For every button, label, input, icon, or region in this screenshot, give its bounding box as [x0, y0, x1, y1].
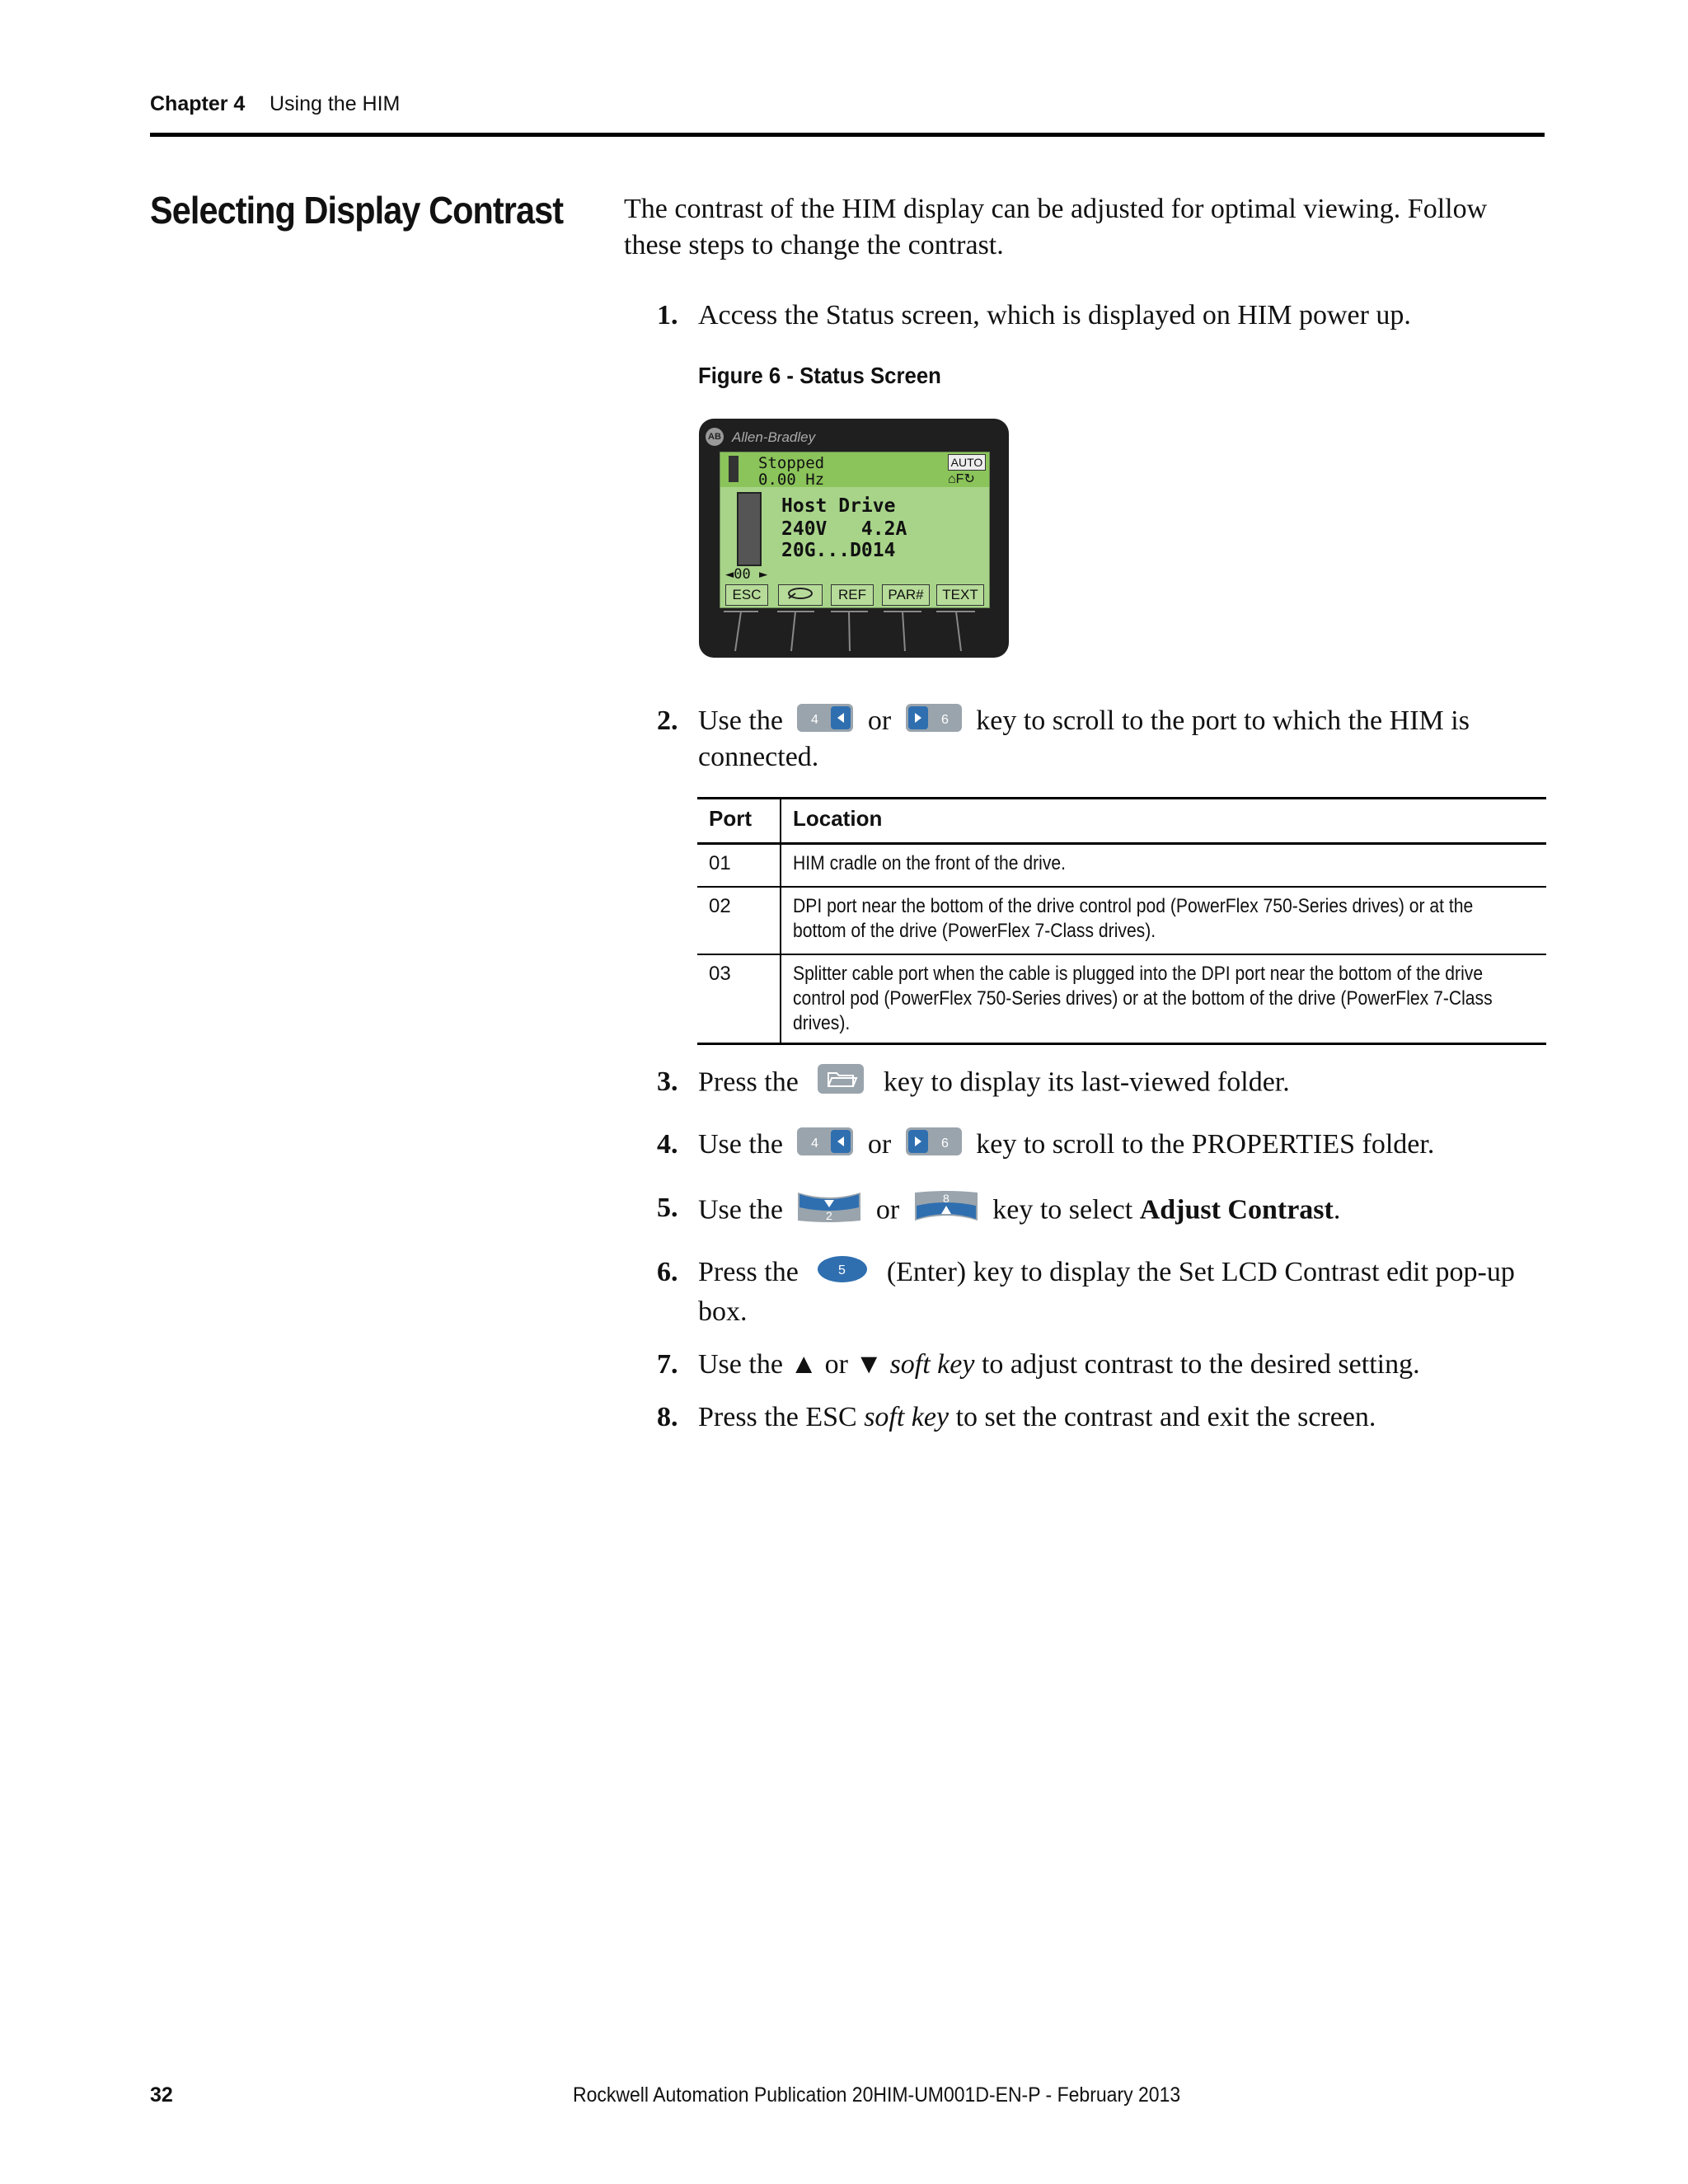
- step-text: Use the 4 or 6 key to scroll to the PROPERTIES folder.: [698, 1126, 1547, 1167]
- running-header: [150, 92, 401, 116]
- step-number: 5.: [657, 1193, 678, 1223]
- column-header-port: Port: [697, 799, 781, 844]
- step-number: 3.: [657, 1066, 678, 1097]
- location-cell: HIM cradle on the front of the drive.: [781, 844, 1546, 887]
- drive-frequency: 0.00 Hz: [758, 471, 825, 489]
- svg-text:6: 6: [940, 712, 949, 727]
- step-number: 8.: [657, 1402, 678, 1432]
- softkey-par[interactable]: PAR#: [882, 584, 930, 606]
- auto-badge: AUTO: [948, 454, 986, 471]
- softkey-esc[interactable]: ESC: [725, 584, 768, 606]
- section-label: Using the HIM: [270, 92, 401, 115]
- svg-text:5: 5: [838, 1263, 846, 1277]
- right-arrow-key-icon: [905, 703, 963, 743]
- svg-text:8: 8: [942, 1192, 950, 1205]
- port-readout: ◄00 ►: [725, 566, 768, 583]
- up-arrow-key-icon: [913, 1189, 979, 1235]
- direction-label: F: [955, 472, 964, 486]
- step-number: 4.: [657, 1129, 678, 1160]
- step-text: Press the ESC soft key to set the contrast and exit the screen.: [698, 1402, 1376, 1432]
- down-triangle-icon: ▼: [855, 1349, 884, 1380]
- enter-key-icon: [817, 1255, 868, 1294]
- table-row: [697, 887, 1546, 954]
- lcd-display: [720, 452, 990, 608]
- brand-label: Allen-Bradley: [732, 429, 816, 445]
- port-cell: 02: [697, 887, 781, 954]
- step-number: 2.: [657, 705, 678, 736]
- table-header-row: [697, 799, 1546, 844]
- table-row: [697, 954, 1546, 1044]
- step-text-cont: connected.: [698, 742, 819, 772]
- port-location-table: [697, 797, 1546, 1045]
- lcd-line-1: Host Drive: [781, 495, 896, 517]
- port-cell: 01: [697, 844, 781, 887]
- lcd-line-3: 20G...D014: [781, 540, 896, 561]
- up-triangle-icon: ▲: [790, 1349, 818, 1380]
- svg-text:4: 4: [811, 1136, 819, 1151]
- link-icon: [784, 585, 817, 602]
- softkey-ref[interactable]: REF: [831, 584, 874, 606]
- softkey-folder[interactable]: [778, 584, 823, 606]
- location-cell: DPI port near the bottom of the drive control pod (PowerFlex 750-Series drives) or at the bottom of the drive (PowerFlex 7-Class drives).: [781, 887, 1546, 954]
- step-number: 7.: [657, 1349, 678, 1380]
- left-arrow-key-icon: [796, 1127, 854, 1167]
- header-rule: [150, 133, 1545, 137]
- svg-text:6: 6: [940, 1136, 949, 1151]
- figure-caption: Figure 6 - Status Screen: [698, 363, 941, 388]
- chapter-label: Chapter 4: [150, 92, 246, 115]
- him-status-screen-figure: [699, 419, 1009, 658]
- down-arrow-key-icon: [796, 1189, 862, 1235]
- svg-text:4: 4: [811, 712, 819, 727]
- step-text: Use the ▲ or ▼ soft key to adjust contrast to the desired setting.: [698, 1349, 1420, 1380]
- softkey-leader-lines: [715, 610, 996, 656]
- step-text: Access the Status screen, which is displayed on HIM power up.: [698, 300, 1411, 330]
- drive-icon: [737, 492, 762, 566]
- section-title: Selecting Display Contrast: [150, 189, 564, 232]
- step-number: 1.: [657, 300, 678, 330]
- column-header-location: Location: [781, 799, 1546, 844]
- port-cell: 03: [697, 954, 781, 1044]
- drive-status: Stopped: [758, 454, 825, 472]
- table-row: [697, 844, 1546, 887]
- drive-small-icon: [729, 456, 738, 482]
- svg-text:2: 2: [826, 1209, 833, 1222]
- softkey-bar: [720, 584, 989, 606]
- softkey-text[interactable]: TEXT: [936, 584, 984, 606]
- step-text: Press the key to display its last-viewed folder.: [698, 1063, 1547, 1105]
- left-arrow-key-icon: [796, 703, 854, 743]
- lcd-line-2: 240V 4.2A: [781, 518, 907, 540]
- step-number: 6.: [657, 1257, 678, 1287]
- intro-paragraph: The contrast of the HIM display can be adjusted for optimal viewing. Follow these steps to change the contrast.: [624, 194, 1488, 260]
- folder-key-icon: [817, 1063, 865, 1105]
- direction-indicator: ⌂F↻: [948, 472, 975, 486]
- publication-info: Rockwell Automation Publication 20HIM-UM001D-EN-P - February 2013: [573, 2083, 1181, 2107]
- page-number: 32: [150, 2083, 173, 2107]
- step-text: Use the 2 or 8 key to select Adjust Contrast.: [698, 1189, 1547, 1235]
- step-text: Use the 4 or 6 key to scroll to the port to which the HIM is: [698, 702, 1547, 743]
- step-text: Press the 5 (Enter) key to display the Set LCD Contrast edit pop-up: [698, 1254, 1547, 1294]
- allen-bradley-logo-icon: AB: [706, 428, 724, 446]
- step-text-cont: box.: [698, 1296, 748, 1327]
- location-cell: Splitter cable port when the cable is plugged into the DPI port near the bottom of the drive control pod (PowerFlex 750-Series drives) or at the bottom of the drive (PowerFlex 7-Class drives).: [781, 954, 1546, 1044]
- right-arrow-key-icon: [905, 1127, 963, 1167]
